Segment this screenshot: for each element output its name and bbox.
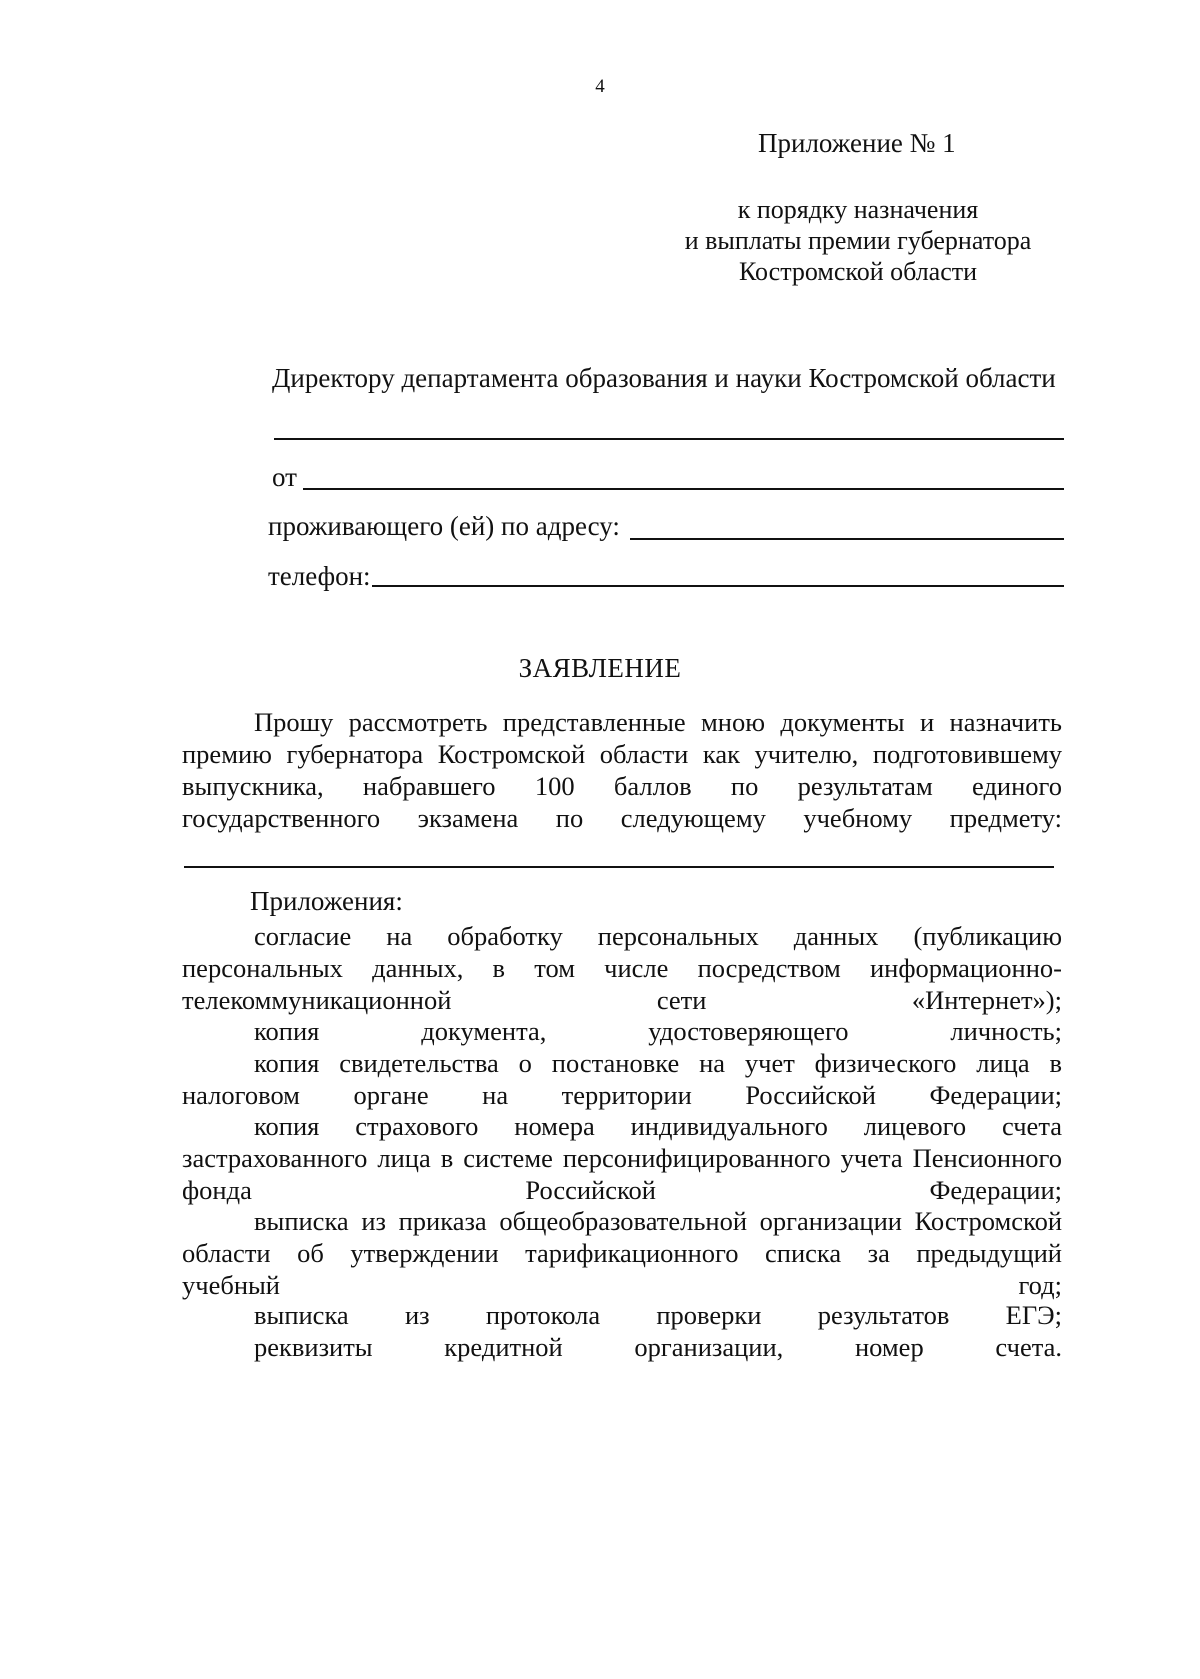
from-label: от bbox=[272, 462, 297, 492]
attachment-line: согласие на обработку персональных данных (публикацию bbox=[254, 921, 1062, 951]
request-line: выпускника, набравшего 100 баллов по результатам единого bbox=[182, 771, 1062, 801]
appendix-title: Приложение № 1 bbox=[758, 128, 956, 158]
attachment-item bbox=[182, 1047, 1062, 1111]
request-paragraph bbox=[182, 706, 1062, 834]
attachment-line: реквизиты кредитной организации, номер счета. bbox=[254, 1332, 1062, 1362]
document-heading: ЗАЯВЛЕНИЕ bbox=[518, 653, 682, 683]
phone-label: телефон: bbox=[268, 561, 371, 591]
attachment-line: копия страхового номера индивидуального лицевого счета bbox=[254, 1111, 1062, 1141]
attachment-line: учебный год; bbox=[182, 1270, 1062, 1300]
blank-line bbox=[274, 438, 1064, 440]
attachment-item bbox=[182, 920, 1062, 1016]
attachment-line: выписка из протокола проверки результатов ЕГЭ; bbox=[254, 1300, 1062, 1330]
attachment-item bbox=[182, 1299, 1062, 1331]
attachment-line: застрахованного лица в системе персонифицированного учета Пенсионного bbox=[182, 1143, 1062, 1173]
request-line: премию губернатора Костромской области как учителю, подготовившему bbox=[182, 739, 1062, 769]
phone-field-line[interactable] bbox=[372, 585, 1064, 587]
attachment-line: выписка из приказа общеобразовательной организации Костромской bbox=[254, 1206, 1062, 1236]
from-field-line[interactable] bbox=[303, 488, 1064, 490]
page-number: 4 bbox=[595, 76, 605, 97]
subject-field-line[interactable] bbox=[184, 866, 1054, 868]
attachment-line: телекоммуникационной сети «Интернет»); bbox=[182, 985, 1062, 1015]
appendix-subtitle-line: и выплаты премии губернатора bbox=[684, 226, 1032, 255]
attachment-item bbox=[182, 1110, 1062, 1206]
attachment-item bbox=[182, 1015, 1062, 1047]
attachment-item bbox=[182, 1331, 1062, 1363]
request-line: государственного экзамена по следующему учебному предмету: bbox=[182, 803, 1062, 833]
attachment-line: персональных данных, в том числе посредством информационно- bbox=[182, 953, 1062, 983]
attachment-line: копия свидетельства о постановке на учет физического лица в bbox=[254, 1048, 1062, 1078]
attachment-line: фонда Российской Федерации; bbox=[182, 1175, 1062, 1205]
attachments-title: Приложения: bbox=[250, 886, 403, 916]
addressee: Директору департамента образования и науки Костромской области bbox=[272, 363, 1056, 393]
appendix-subtitle-line: Костромской области bbox=[738, 257, 978, 286]
address-label: проживающего (ей) по адресу: bbox=[268, 511, 620, 541]
attachment-line: копия документа, удостоверяющего личность; bbox=[254, 1016, 1062, 1046]
address-field-line[interactable] bbox=[630, 538, 1064, 540]
attachment-line: области об утверждении тарификационного списка за предыдущий bbox=[182, 1238, 1062, 1268]
request-line: Прошу рассмотреть представленные мною документы и назначить bbox=[254, 707, 1062, 737]
attachment-item bbox=[182, 1205, 1062, 1301]
attachment-line: налоговом органе на территории Российской Федерации; bbox=[182, 1080, 1062, 1110]
appendix-subtitle-line: к порядку назначения bbox=[737, 195, 979, 224]
